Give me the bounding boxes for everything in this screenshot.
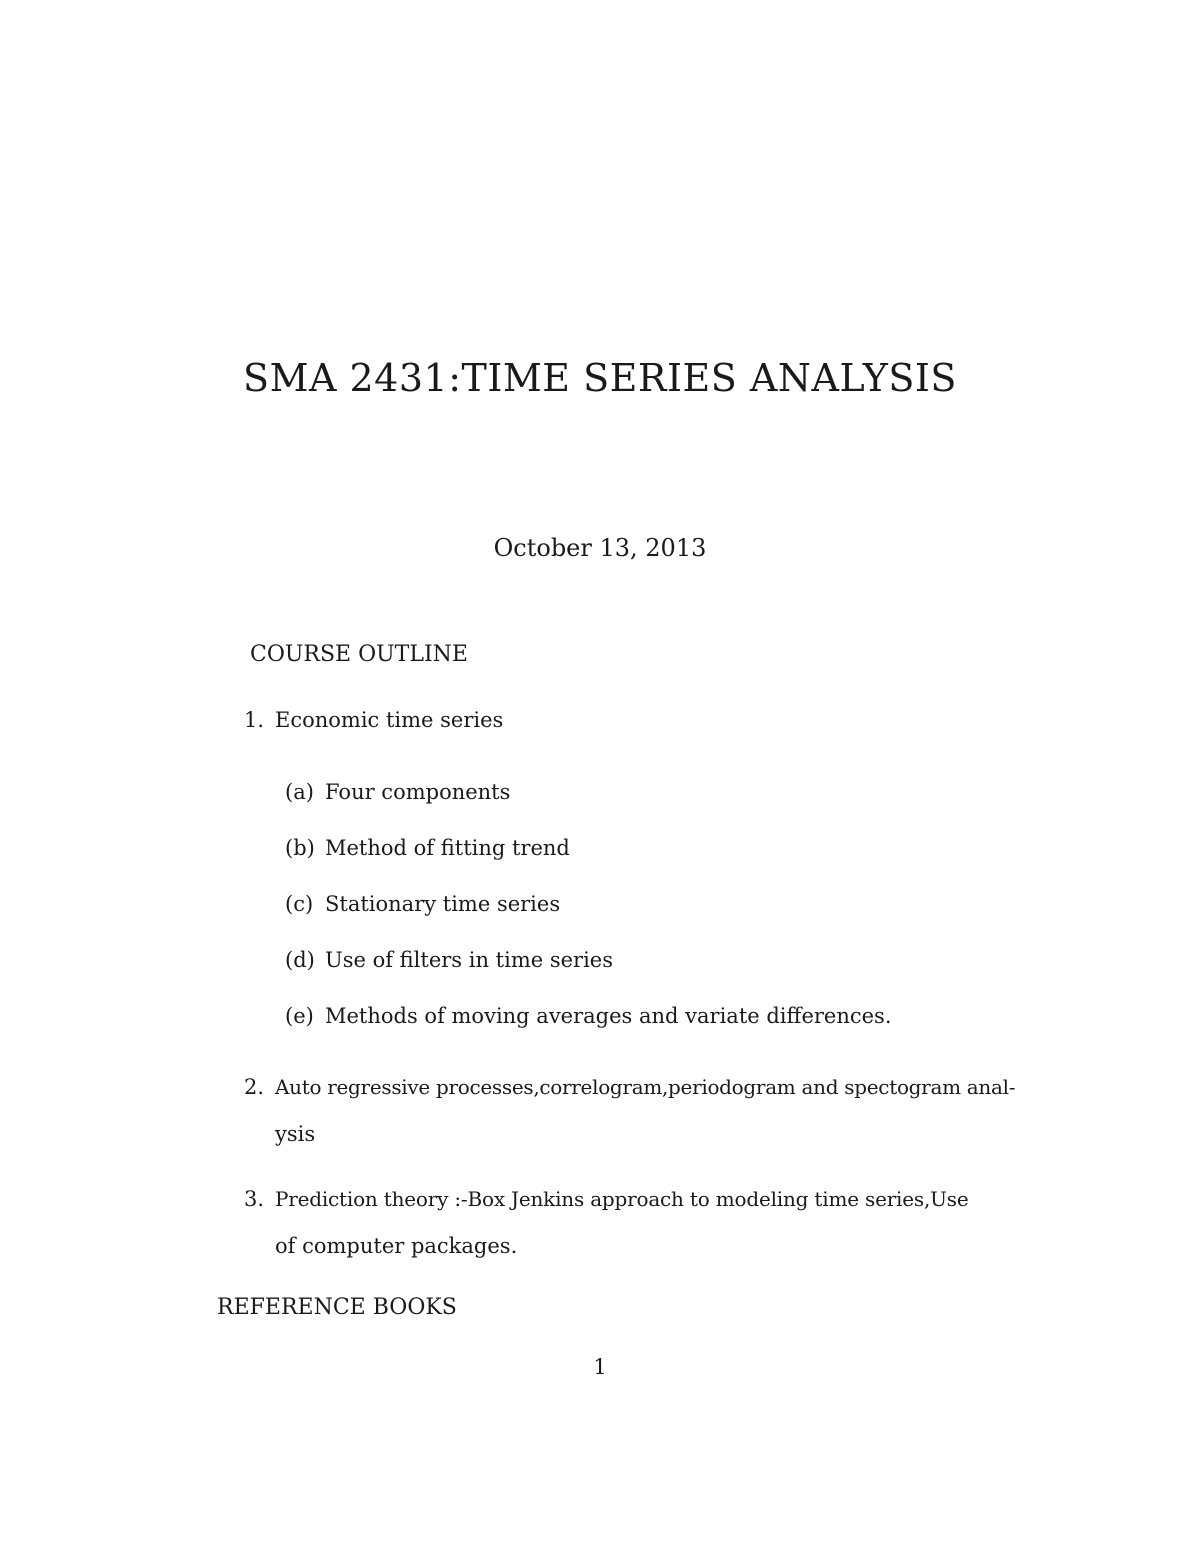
outline-item-text-line-2: ysis [275, 1122, 316, 1146]
subitem-label: (d) [285, 948, 315, 972]
document-title: SMA 2431:TIME SERIES ANALYSIS [243, 356, 957, 400]
outline-item-text-line-1: Prediction theory :-Box Jenkins approach to modeling time series,Use [275, 1187, 969, 1211]
subitem-text: Method of fitting trend [325, 836, 570, 860]
outline-item-number: 2. [244, 1075, 265, 1099]
subitem-label: (e) [285, 1004, 314, 1028]
page-number: 1 [593, 1355, 607, 1379]
outline-item-text-line-1: Auto regressive processes,correlogram,periodogram and spectogram anal- [275, 1075, 1016, 1099]
subitem-label: (a) [285, 780, 314, 804]
reference-books-heading: REFERENCE BOOKS [217, 1295, 457, 1320]
document-date: October 13, 2013 [493, 534, 707, 562]
subitem-text: Four components [325, 780, 511, 804]
subitem-label: (b) [285, 836, 315, 860]
subitem-text: Use of filters in time series [325, 948, 614, 972]
outline-item-text-line-2: of computer packages. [275, 1234, 518, 1258]
course-outline-heading: COURSE OUTLINE [250, 642, 468, 667]
outline-item-text: Economic time series [275, 708, 504, 732]
subitem-label: (c) [285, 892, 314, 916]
outline-item-number: 3. [244, 1187, 265, 1211]
subitem-text: Stationary time series [325, 892, 561, 916]
outline-item-number: 1. [244, 708, 265, 732]
subitem-text: Methods of moving averages and variate differences. [325, 1004, 892, 1028]
